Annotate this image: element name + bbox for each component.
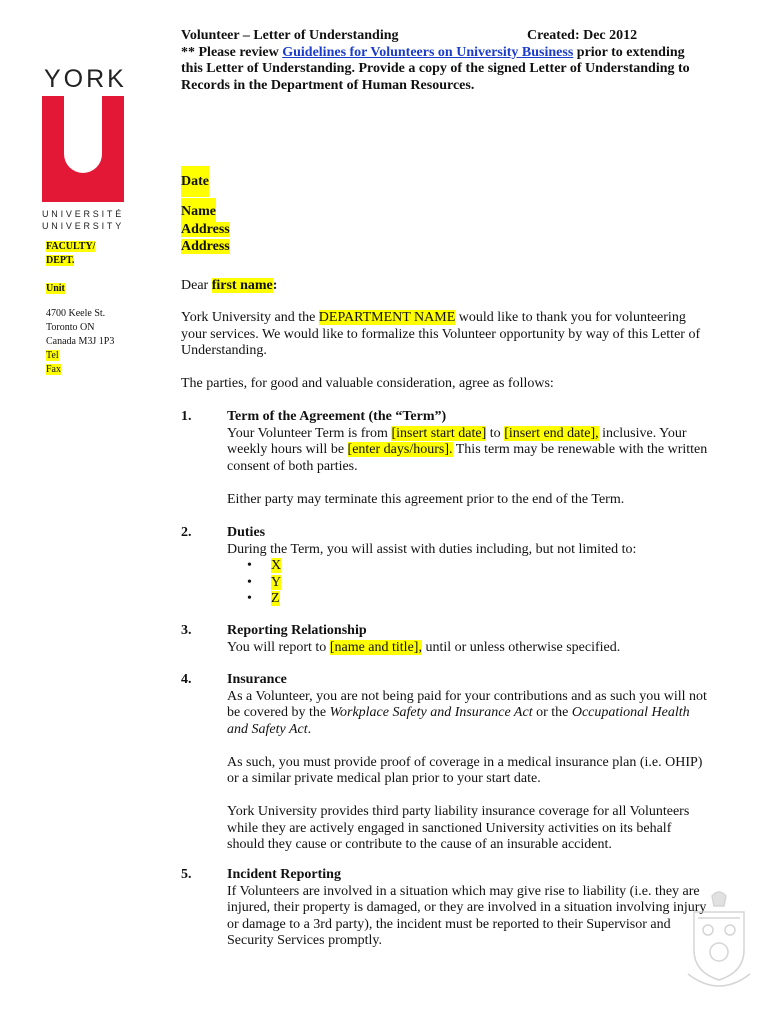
parties-paragraph: The parties, for good and valuable consideration, agree as follows:: [181, 376, 554, 391]
york-u-mark-icon: [42, 96, 124, 202]
document-title: Volunteer – Letter of Understanding: [181, 28, 399, 43]
intro-text-a: York University and the: [181, 310, 319, 325]
section-1-termination: Either party may terminate this agreement prior to the end of the Term.: [227, 491, 625, 507]
section-3: [227, 623, 709, 656]
list-item: [247, 575, 281, 592]
list-item: [247, 558, 281, 575]
s4-text-c: .: [307, 721, 312, 737]
section-5-title: Incident Reporting: [227, 867, 341, 882]
wsia-act: Workplace Safety and Insurance Act: [329, 705, 533, 720]
logo-line-en: UNIVERSITY: [42, 221, 125, 231]
section-3-title: Reporting Relationship: [227, 623, 367, 638]
section-1-text: [227, 426, 709, 476]
review-note-suffix: prior to extending this Letter of Understanding. Provide a copy of the signed Letter of Understanding to Records in the Department of Human Resources.: [181, 44, 690, 93]
end-date-field: [insert end date],: [504, 425, 599, 441]
fax-label: Fax: [46, 364, 61, 375]
start-date-field: [insert start date]: [391, 425, 487, 441]
intro-text-b: would like to thank you for volunteering your services. We would like to formalize this Volunteer opportunity by way of this Letter of Understanding.: [181, 310, 701, 358]
salutation-dear: Dear: [181, 278, 212, 293]
section-2: [227, 525, 709, 558]
salutation-colon: :: [272, 278, 278, 293]
section-5-number: 5.: [181, 867, 192, 882]
guidelines-link[interactable]: Guidelines for Volunteers on University Business: [282, 44, 574, 60]
list-item: [247, 591, 281, 608]
recipient-block: [181, 172, 230, 255]
first-name-field: first name: [211, 278, 273, 293]
s1-text-a: Your Volunteer Term is from: [227, 425, 392, 441]
faculty-label: FACULTY/: [46, 241, 96, 252]
faculty-dept-block: [46, 240, 95, 268]
s3-text-b: until or unless otherwise specified.: [421, 639, 621, 655]
s1-text-c: inclusive. Your weekly hours will be: [227, 425, 687, 457]
section-4-para-1: [227, 689, 709, 739]
section-1-number: 1.: [181, 409, 192, 424]
s1-text-d: This term may be renewable with the written consent of both parties.: [227, 442, 708, 474]
address-field-1: Address: [181, 222, 230, 237]
section-5-text: If Volunteers are involved in a situation which may give rise to liability (i.e. they are injured, their property is damaged, or they are involved in a situation involving injury or damage to a 3rd party), the incident must be reported to their Supervisor and Security Services promptly.: [227, 883, 707, 948]
created-date: Created: Dec 2012: [527, 28, 638, 43]
section-3-number: 3.: [181, 623, 192, 638]
york-university-logo: [42, 66, 128, 232]
section-1-title: Term of the Agreement (the “Term”): [227, 409, 447, 424]
review-note: [181, 45, 701, 95]
section-4: [227, 672, 709, 854]
salutation: [181, 278, 277, 295]
section-2-title: Duties: [227, 525, 266, 540]
section-5: [227, 867, 709, 950]
s4-text-b: or the: [532, 705, 572, 720]
address-block: [46, 307, 114, 377]
section-1: [227, 409, 709, 508]
date-field: Date: [181, 166, 209, 197]
duties-list: [247, 558, 281, 608]
section-4-para-3: York University provides third party liability insurance coverage for all Volunteers while they are actively engaged in sanctioned University activities on its behalf should they cause or contribute to the cause of an insurable accident.: [227, 804, 690, 852]
logo-line-fr: UNIVERSITÉ: [42, 209, 125, 219]
address-line-1: 4700 Keele St.: [46, 308, 106, 319]
s1-text-b: to: [486, 425, 505, 441]
tel-label: Tel: [46, 350, 59, 361]
duty-z: Z: [271, 591, 280, 606]
s4-text-a: As a Volunteer, you are not being paid for your contributions and as such you will not be covered by the: [227, 688, 707, 720]
section-4-title: Insurance: [227, 672, 287, 687]
review-note-prefix: ** Please review: [181, 44, 283, 60]
name-field: Name: [181, 198, 216, 225]
section-3-text: [227, 640, 709, 657]
address-field-2: Address: [181, 238, 230, 254]
section-4-para-2: As such, you must provide proof of coverage in a medical insurance plan (i.e. OHIP) or a similar private medical plan prior to your start date.: [227, 754, 703, 786]
section-2-text: During the Term, you will assist with duties including, but not limited to:: [227, 541, 637, 557]
unit-label: Unit: [46, 283, 65, 294]
address-line-3: Canada M3J 1P3: [46, 336, 115, 347]
dept-label: DEPT.: [46, 255, 75, 266]
university-crest-icon: [684, 888, 754, 998]
address-line-2: Toronto ON: [46, 322, 95, 333]
duty-y: Y: [271, 574, 282, 590]
department-name-field: DEPARTMENT NAME: [318, 310, 456, 325]
hours-field: [enter days/hours].: [347, 442, 453, 457]
intro-paragraph: [181, 310, 706, 360]
supervisor-field: [name and title],: [329, 639, 422, 655]
section-2-number: 2.: [181, 525, 192, 540]
unit-block: [46, 282, 65, 296]
duty-x: X: [271, 558, 282, 573]
section-4-number: 4.: [181, 672, 192, 687]
ohsa-act: Occupational Health and Safety Act: [227, 705, 690, 737]
logo-word: YORK: [44, 65, 127, 93]
s3-text-a: You will report to: [227, 639, 330, 655]
